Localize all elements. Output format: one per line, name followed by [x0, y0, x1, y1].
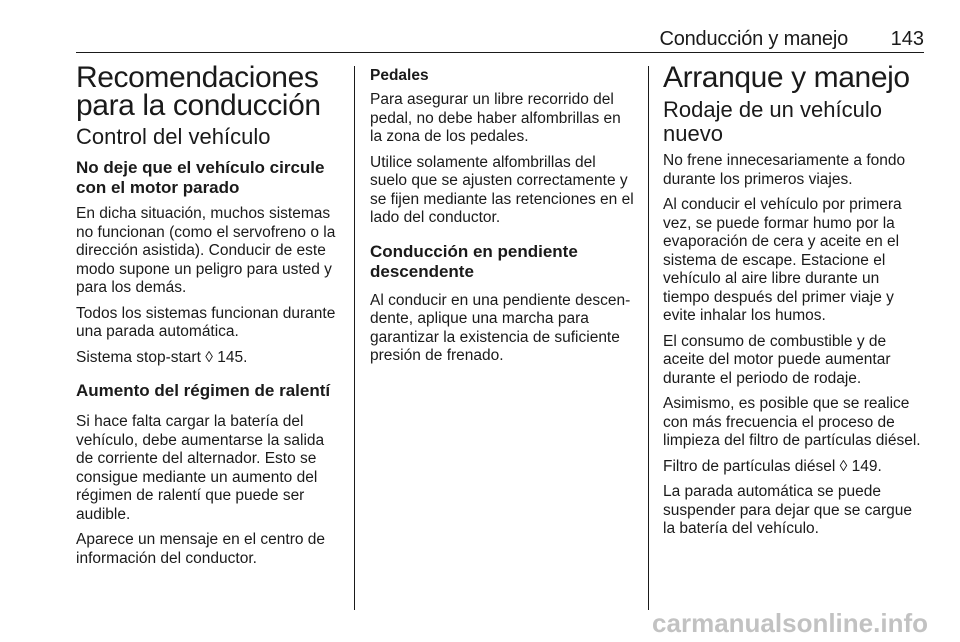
subsection-heading: Control del vehículo: [76, 124, 271, 149]
header-rule: [76, 52, 924, 53]
watermark: carmanualsonline.info: [652, 608, 928, 638]
section-heading: Recomendaciones para la conducción: [76, 61, 321, 122]
paragraph: Al conducir el vehículo por primera vez, se puede formar humo por la evaporación de cera y aceite en el sistema de escape. Estacione el vehículo al aire libre durante un tiempo después del primer viaje y evite inhalar los humos.: [663, 196, 902, 324]
topic-heading: Aumento del régimen de ralentí: [76, 381, 331, 400]
paragraph: Todos los sistemas funcionan durante una parada automática.: [76, 304, 336, 340]
cross-reference-page: 145.: [217, 348, 248, 366]
column-left: [76, 56, 340, 575]
paragraph: Para asegurar un libre recorrido del pedal, no debe haber alfombrillas en la zona de los pedales.: [370, 91, 621, 145]
cross-reference-page: 149.: [851, 457, 882, 475]
topic-heading: Conducción en pendiente descendente: [370, 241, 578, 281]
paragraph: Al conducir en una pendiente descen-dente, aplique una marcha para garantizar la existencia de suficiente presión de frenado.: [370, 291, 631, 364]
paragraph: El consumo de combustible y de aceite del motor puede aumentar durante el periodo de rodaje.: [663, 332, 891, 387]
topic-heading: No deje que el vehículo circule con el motor parado: [76, 158, 325, 197]
page-reference-arrow-icon: ◊: [839, 457, 848, 475]
subsection-heading: Rodaje de un vehículo nuevo: [663, 97, 882, 146]
column-right: [663, 56, 927, 546]
topic-heading: Pedales: [370, 67, 429, 84]
paragraph: Aparece un mensaje en el centro de información del conductor.: [76, 531, 326, 567]
paragraph: Asimismo, es posible que se realice con más frecuencia el proceso de limpieza del filtro de partículas diésel.: [663, 395, 921, 449]
section-heading: Arranque y manejo: [663, 61, 910, 94]
column-middle: [370, 56, 634, 373]
column-divider: [354, 66, 355, 610]
page-reference-arrow-icon: ◊: [205, 348, 213, 366]
cross-reference: [663, 458, 927, 477]
cross-reference-label: Filtro de partículas diésel: [663, 457, 836, 475]
paragraph: En dicha situación, muchos sistemas no funcionan (como el servofreno o la dirección asistida). Conducir de este modo supone un peligro para usted y para los demás.: [76, 205, 336, 296]
page-number: 143: [890, 28, 924, 50]
column-divider: [648, 66, 649, 610]
paragraph: Si hace falta cargar la batería del vehículo, debe aumentarse la salida de corriente del alternador. Esto se consigue mediante un aumento del régimen de ralentí que puede ser audible.: [76, 413, 325, 523]
paragraph: La parada automática se puede suspender para dejar que se cargue la batería del vehículo.: [663, 483, 913, 537]
cross-reference-label: Sistema stop-start: [76, 348, 201, 366]
paragraph: No frene innecesariamente a fondo durante los primeros viajes.: [663, 152, 906, 188]
running-header-title: Conducción y manejo: [659, 28, 848, 50]
cross-reference: [76, 349, 340, 368]
paragraph: Utilice solamente alfombrillas del suelo que se ajusten correctamente y se fijen mediante las retenciones en el lado del conductor.: [370, 153, 634, 226]
